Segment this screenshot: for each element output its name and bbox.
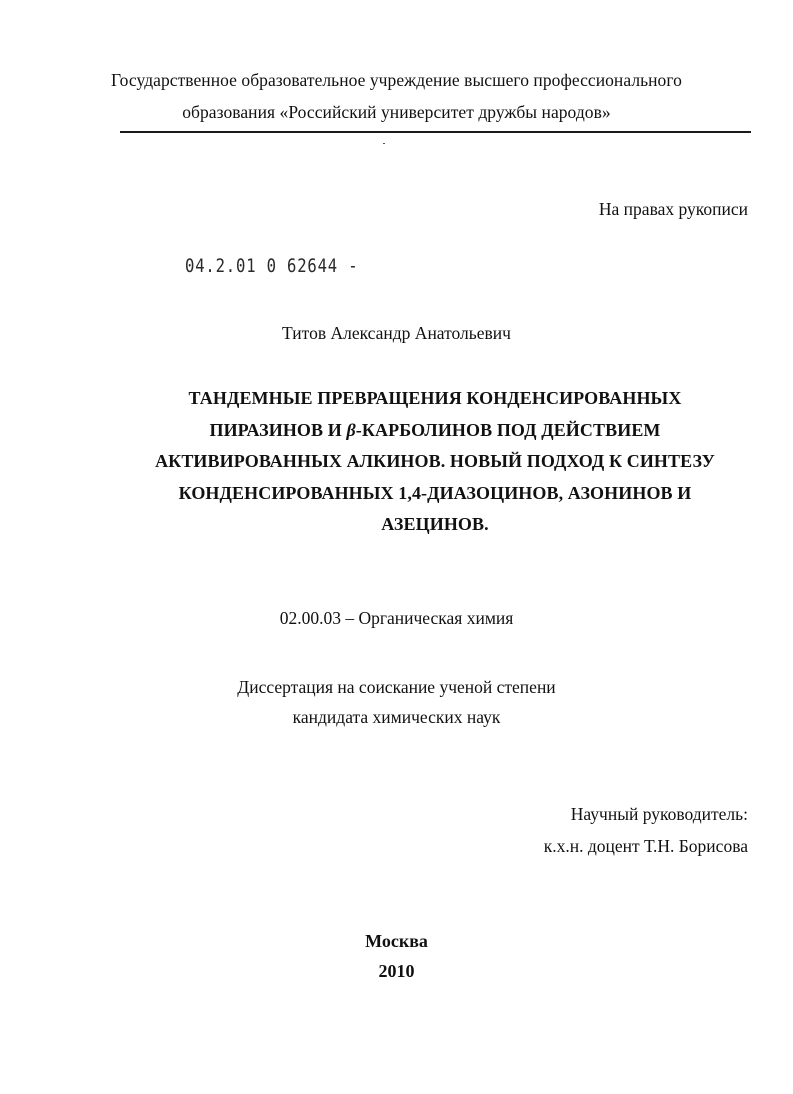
header-divider [120,131,751,133]
institution-line-2: образования «Российский университет дружбы народов» [182,102,611,122]
author-name: Титов Александр Анатольевич [282,323,511,343]
city: Москва [365,931,428,951]
degree-statement [0,672,793,732]
rights-note: На правах рукописи [598,199,748,219]
specialty-code: 02.00.03 – Органическая химия [279,608,514,628]
city-year-block [0,926,793,986]
institution-line-1: Государственное образовательное учреждение высшего профессионального [111,70,682,90]
scan-speck [383,143,385,144]
dissertation-title [140,383,730,541]
title-line-1: ТАНДЕМНЫЕ ПРЕВРАЩЕНИЯ КОНДЕНСИРОВАННЫХ [188,388,682,408]
degree-line-1: Диссертация на соискание ученой степени [237,677,556,697]
supervisor-name: к.х.н. доцент Т.Н. Борисова [543,836,748,856]
registration-stamp-number: 04.2.01 0 62644 - [185,255,359,277]
title-line-2-part-1: ПИРАЗИНОВ И [209,419,347,440]
supervisor-block [544,798,748,862]
title-line-2-part-2: -КАРБОЛИНОВ ПОД ДЕЙСТВИЕМ [355,419,661,440]
beta-symbol: β [346,419,356,440]
title-line-3: АКТИВИРОВАННЫХ АЛКИНОВ. НОВЫЙ ПОДХОД К СИНТЕЗУ [155,451,715,471]
degree-line-2: кандидата химических наук [292,707,501,727]
title-line-2 [140,415,730,447]
supervisor-label: Научный руководитель: [570,804,748,824]
title-line-5: АЗЕЦИНОВ. [381,514,489,534]
title-line-4: КОНДЕНСИРОВАННЫХ 1,4-ДИАЗОЦИНОВ, АЗОНИНОВ И [178,482,692,503]
year: 2010 [378,961,415,981]
